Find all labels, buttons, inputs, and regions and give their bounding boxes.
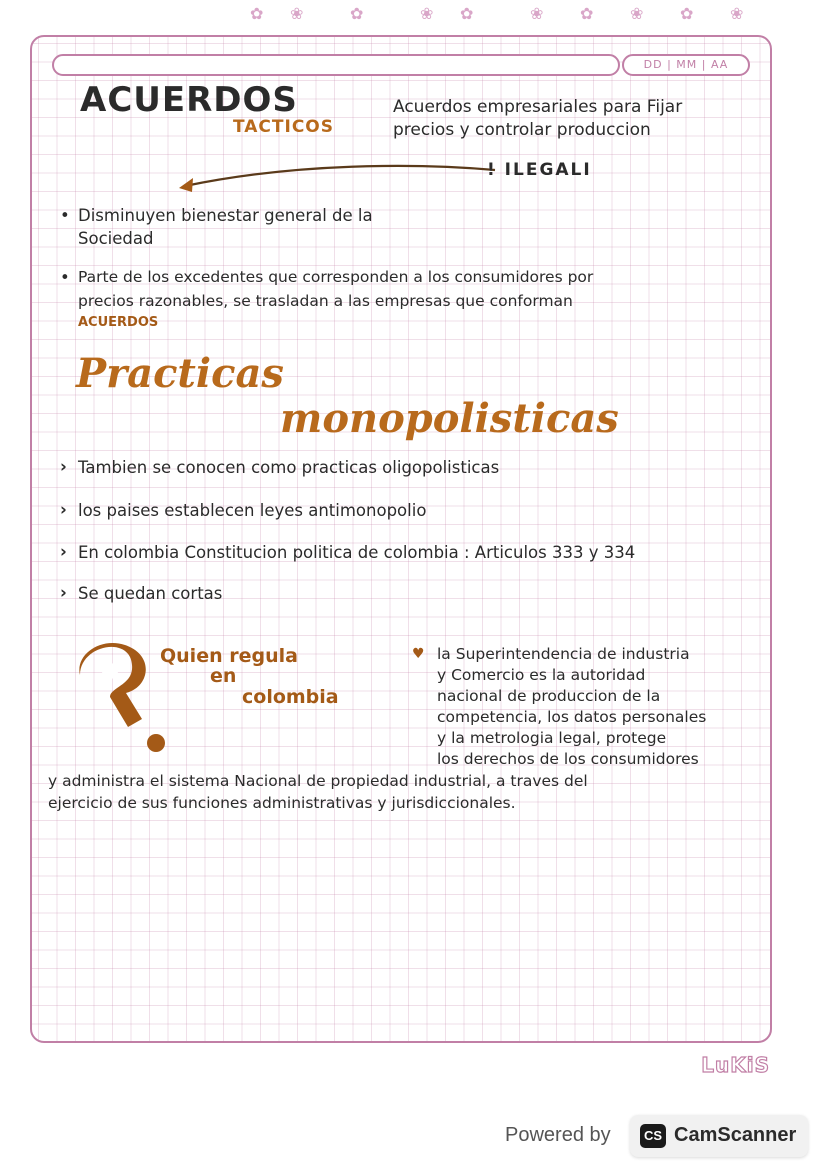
definition-line1: Acuerdos empresariales para Fijar — [393, 97, 683, 117]
camscanner-badge[interactable] — [630, 1115, 808, 1157]
header-doodles — [250, 0, 770, 30]
section-subtitle-tacticos: TACTICOS — [233, 117, 335, 137]
definition-line2: precios y controlar produccion — [393, 120, 651, 140]
bullet2-line2: precios razonables, se trasladan a las empresas que conforman — [78, 292, 573, 310]
answer-line3: nacional de produccion de la — [437, 687, 661, 705]
flower-icon: ❀ — [290, 4, 304, 23]
section-title-monopolisticas: monopolisticas — [280, 395, 619, 442]
flower-icon: ✿ — [250, 4, 264, 23]
question-line3: colombia — [242, 686, 339, 708]
bullet-dot-icon: • — [60, 268, 70, 287]
flower-icon: ❀ — [530, 4, 544, 23]
point-2: los paises establecen leyes antimonopolio — [78, 501, 427, 520]
answer-line6: los derechos de los consumidores — [437, 750, 699, 768]
flower-icon: ❀ — [730, 4, 744, 23]
answer-line2: y Comercio es la autoridad — [437, 666, 646, 684]
flower-icon: ✿ — [460, 4, 474, 23]
title-bar — [52, 54, 620, 76]
chevron-right-icon: › — [60, 583, 67, 602]
date-box: DD | MM | AA — [622, 54, 750, 76]
answer-line8: ejercicio de sus funciones administrativas y jurisdiccionales. — [48, 794, 516, 812]
bullet2-line1: Parte de los excedentes que corresponden a los consumidores por — [78, 268, 594, 286]
flower-icon: ❀ — [420, 4, 434, 23]
chevron-right-icon: › — [60, 542, 67, 561]
bullet1-line1: Disminuyen bienestar general de la — [78, 206, 373, 225]
answer-line4: competencia, los datos personales — [437, 708, 707, 726]
bullet1-line2: Sociedad — [78, 229, 154, 248]
section-title-practicas: Practicas — [76, 350, 284, 397]
camscanner-name: CamScanner — [674, 1124, 797, 1146]
flower-icon: ✿ — [580, 4, 594, 23]
signature-logo: LuKiS — [701, 1053, 770, 1077]
chevron-right-icon: › — [60, 457, 67, 476]
heart-icon: ♥ — [412, 646, 425, 662]
point-4: Se quedan cortas — [78, 584, 223, 603]
point-3: En colombia Constitucion politica de colombia : Articulos 333 y 334 — [78, 543, 636, 562]
answer-line1: la Superintendencia de industria — [437, 645, 690, 663]
camscanner-icon: CS — [640, 1124, 666, 1148]
question-line1: Quien regula — [160, 645, 298, 667]
point-1: Tambien se conocen como practicas oligopolisticas — [78, 458, 500, 477]
flower-icon: ✿ — [350, 4, 364, 23]
section-title-acuerdos: ACUERDOS — [80, 80, 298, 120]
question-line2: en — [210, 665, 237, 687]
powered-by-text: Powered by — [505, 1124, 611, 1146]
bullet-dot-icon: • — [60, 206, 70, 225]
chevron-right-icon: › — [60, 500, 67, 519]
flower-icon: ❀ — [630, 4, 644, 23]
arrow-icon — [175, 158, 505, 198]
illegal-label: ! ILEGALI — [487, 160, 592, 180]
flower-icon: ✿ — [680, 4, 694, 23]
bullet2-line3: ACUERDOS — [78, 315, 159, 330]
answer-line7: y administra el sistema Nacional de propiedad industrial, a traves del — [48, 772, 588, 790]
answer-line5: y la metrologia legal, protege — [437, 729, 667, 747]
